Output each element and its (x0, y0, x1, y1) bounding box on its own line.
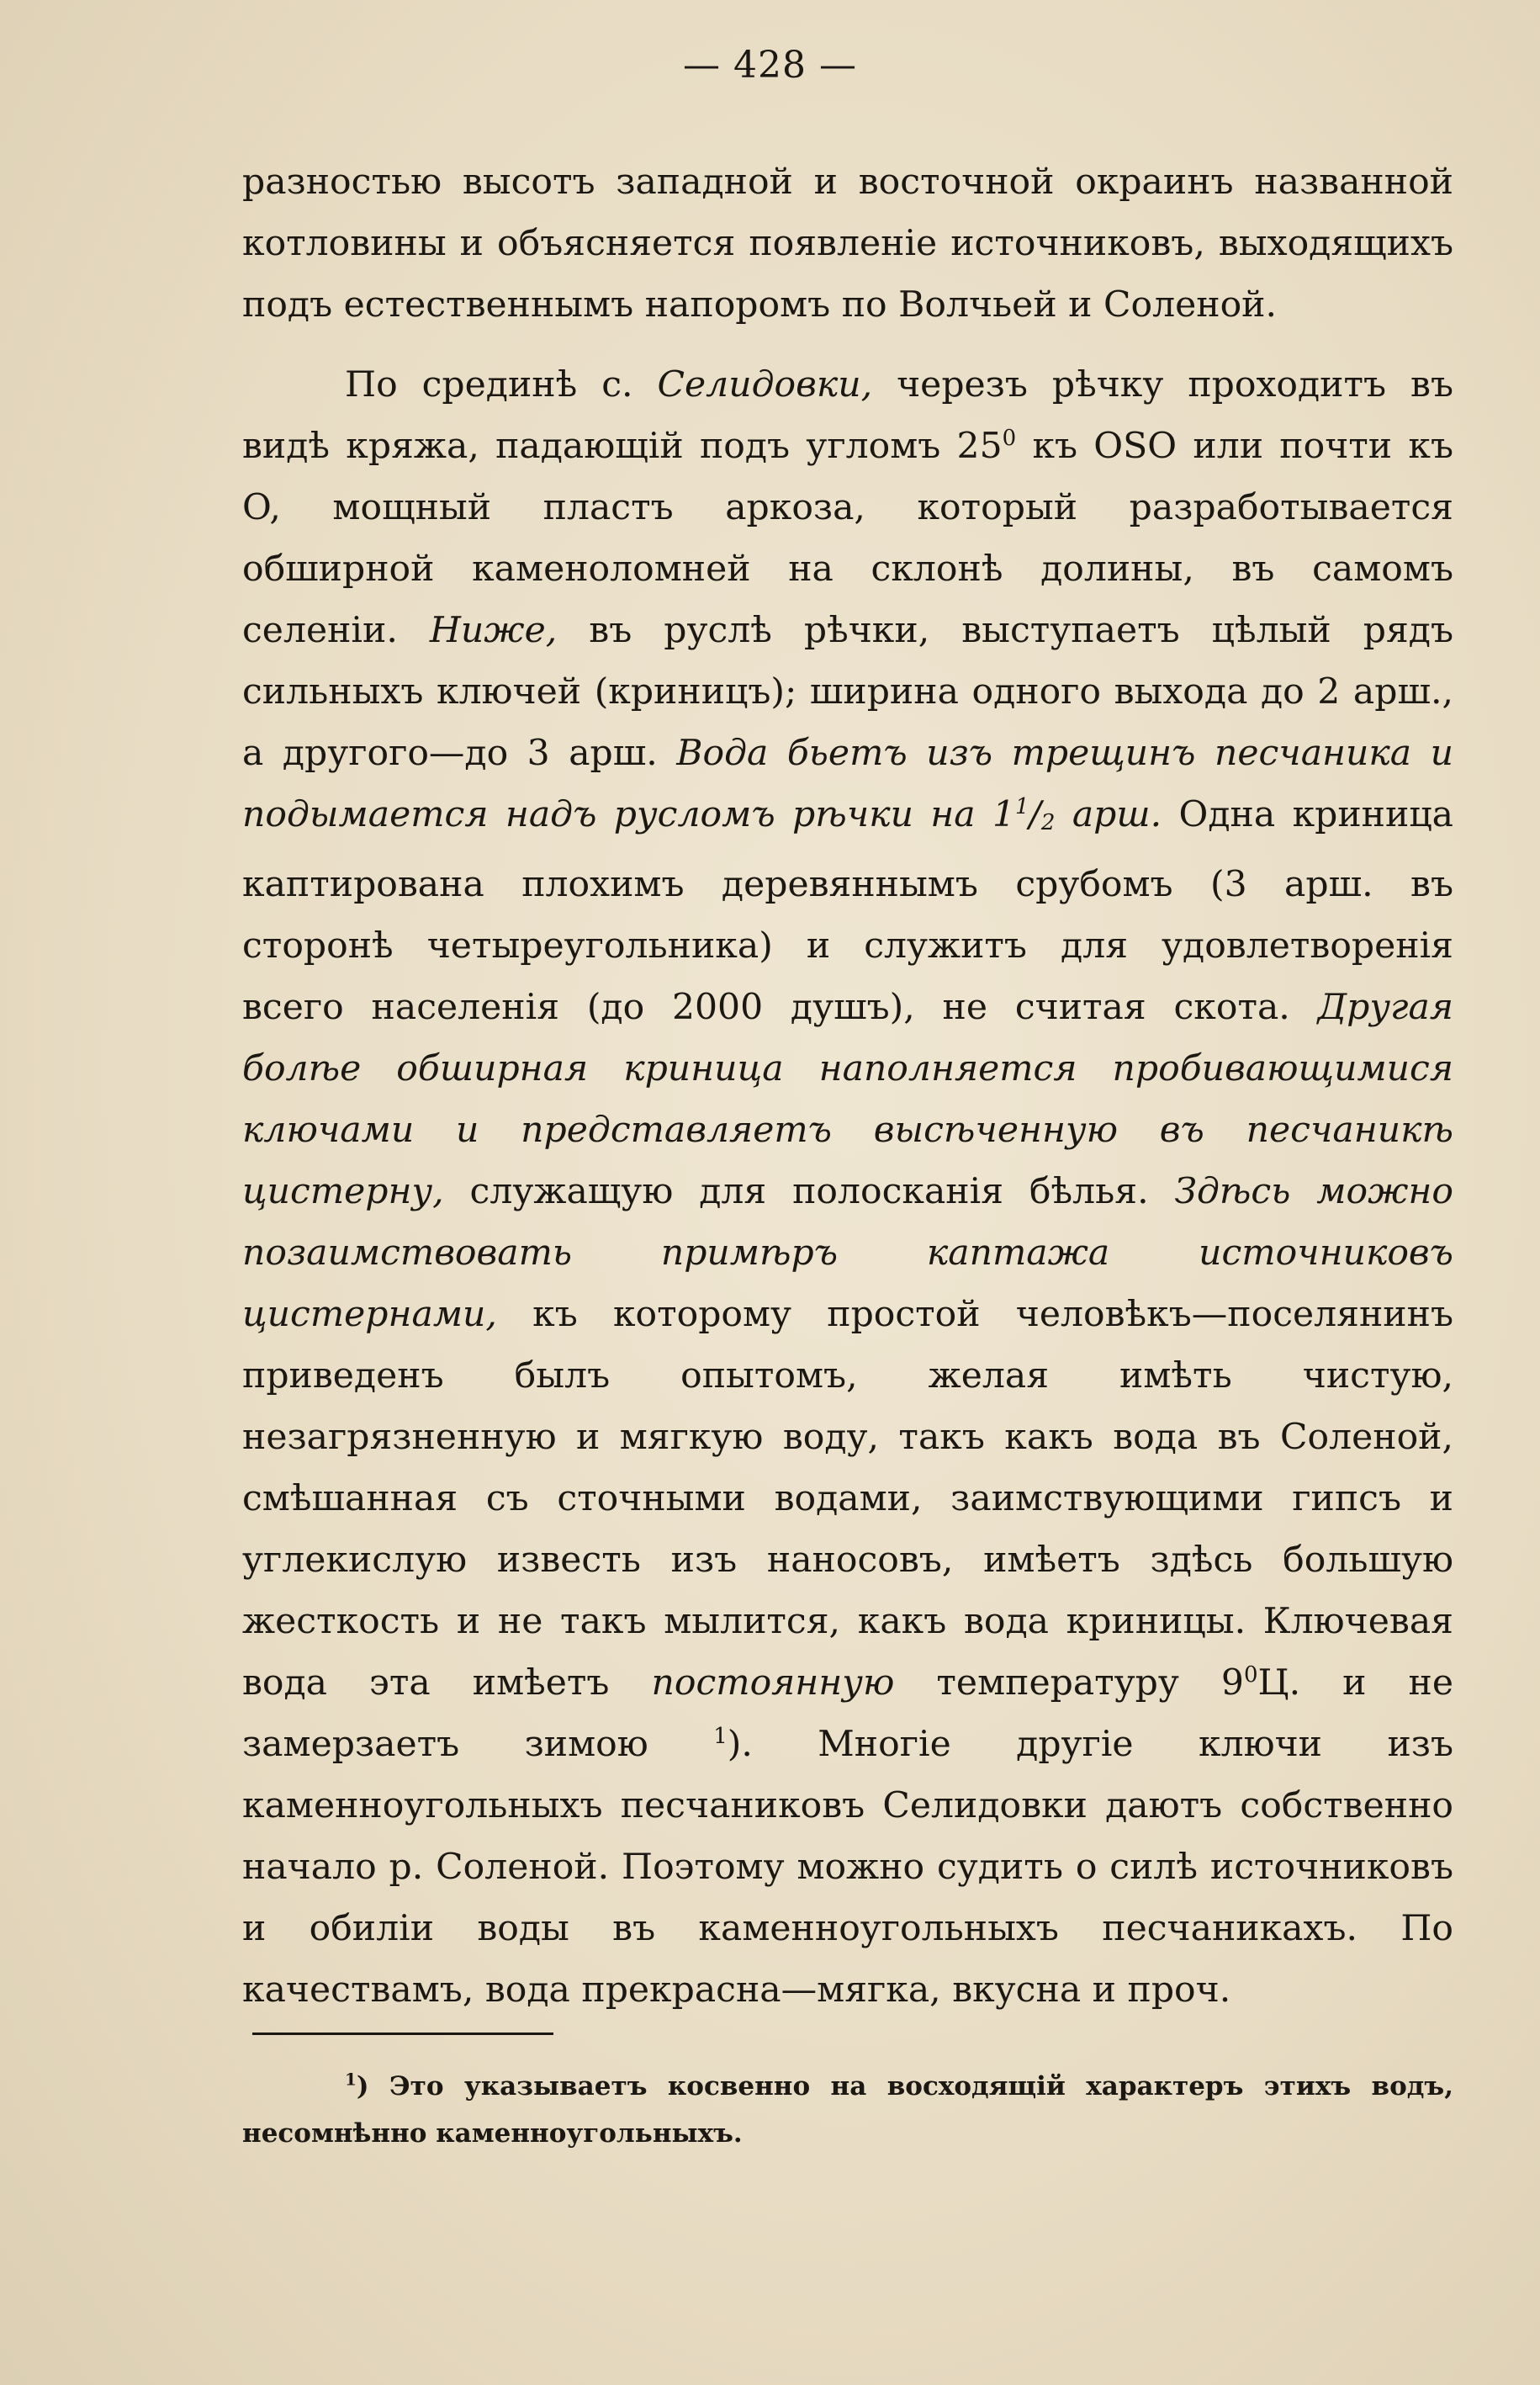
italic-run: Другая болѣе обширная криница наполняется пробивающимися ключами и представляетъ высѣченную въ песчаникѣ цистерну, (242, 987, 1453, 1212)
superscript: 0 (1243, 1662, 1258, 1688)
subscript: 2 (1040, 810, 1056, 835)
text-run: ). Многіе другіе ключи изъ каменноугольныхъ песчаниковъ Селидовки даютъ собственно начало р. Соленой. Поэтому можно судить о силѣ источниковъ и обиліи воды въ каменноугольныхъ песчаникахъ. По качествамъ, вода прекрасна—мягка, вкусна и проч. (242, 1724, 1453, 2011)
footnote-text: ) Это указываетъ косвенно на восходящій характеръ этихъ водъ, несомнѣнно каменноугольныхъ. (242, 2071, 1453, 2149)
body-text (242, 151, 1453, 2021)
italic-run: Селидовки, (657, 364, 873, 405)
superscript: 1 (713, 1723, 728, 1749)
text-run: къ которому простой человѣкъ—поселянинъ приведенъ былъ опытомъ, желая имѣть чистую, незагрязненную и мягкую воду, такъ какъ вода въ Соленой, смѣшанная съ сточными водами, заимствующими гипсъ и углекислую известь изъ наносовъ, имѣетъ здѣсь большую жесткость и не такъ мылится, какъ вода криницы. Ключевая вода эта имѣетъ (242, 1294, 1453, 1704)
footnote (242, 2063, 1453, 2157)
text-run: разностью высотъ западной и восточной окраинъ названной котловины и объясняется появленіе источниковъ, выходящихъ подъ естественнымъ напоромъ по Волчьей и Соленой. (242, 162, 1453, 326)
text-run: Ц. и не замерзаетъ зимою (242, 1662, 1453, 1765)
text-run: черезъ рѣчку проходитъ въ видѣ кряжа, падающій подъ угломъ 25 (242, 364, 1453, 467)
italic-run: арш. (1055, 794, 1162, 835)
text-run: къ OSO или почти къ O, мощный пластъ аркоза, который разработывается обширной каменоломней на склонѣ долины, въ самомъ селеніи. (242, 426, 1453, 651)
footnote-marker: 1 (345, 2069, 357, 2090)
italic-run: постоянную (651, 1662, 895, 1704)
superscript: 1 (1015, 793, 1029, 819)
paragraph-selidovka (242, 354, 1453, 2021)
text-run: По срединѣ с. (345, 364, 658, 405)
text-run: температуру 9 (894, 1662, 1244, 1704)
text-run: въ руслѣ рѣчки, выступаетъ цѣлый рядъ сильныхъ ключей (криницъ); ширина одного выхода до 2 арш., а другого—до 3 арш. (242, 610, 1453, 774)
text-run: Одна криница каптирована плохимъ деревяннымъ срубомъ (3 арш. въ сторонѣ четыреугольника) и служитъ для удовлетворенія всего населенія (до 2000 душъ), не считая скота. (242, 794, 1453, 1028)
text-run: служащую для полосканія бѣлья. (443, 1171, 1175, 1212)
paragraph-continuation (242, 151, 1453, 336)
italic-run: / (1029, 794, 1041, 835)
superscript: 0 (1002, 425, 1017, 451)
page-number: — 428 — (683, 44, 857, 87)
italic-run: Здѣсь можно позаимствовать примѣръ каптажа источниковъ цистернами, (242, 1171, 1453, 1335)
italic-run: Вода бьетъ изъ трещинъ песчаника и подымается надъ русломъ рѣчки на 1 (242, 733, 1454, 835)
italic-run: Ниже, (429, 610, 558, 651)
footnote-divider (252, 2033, 553, 2035)
